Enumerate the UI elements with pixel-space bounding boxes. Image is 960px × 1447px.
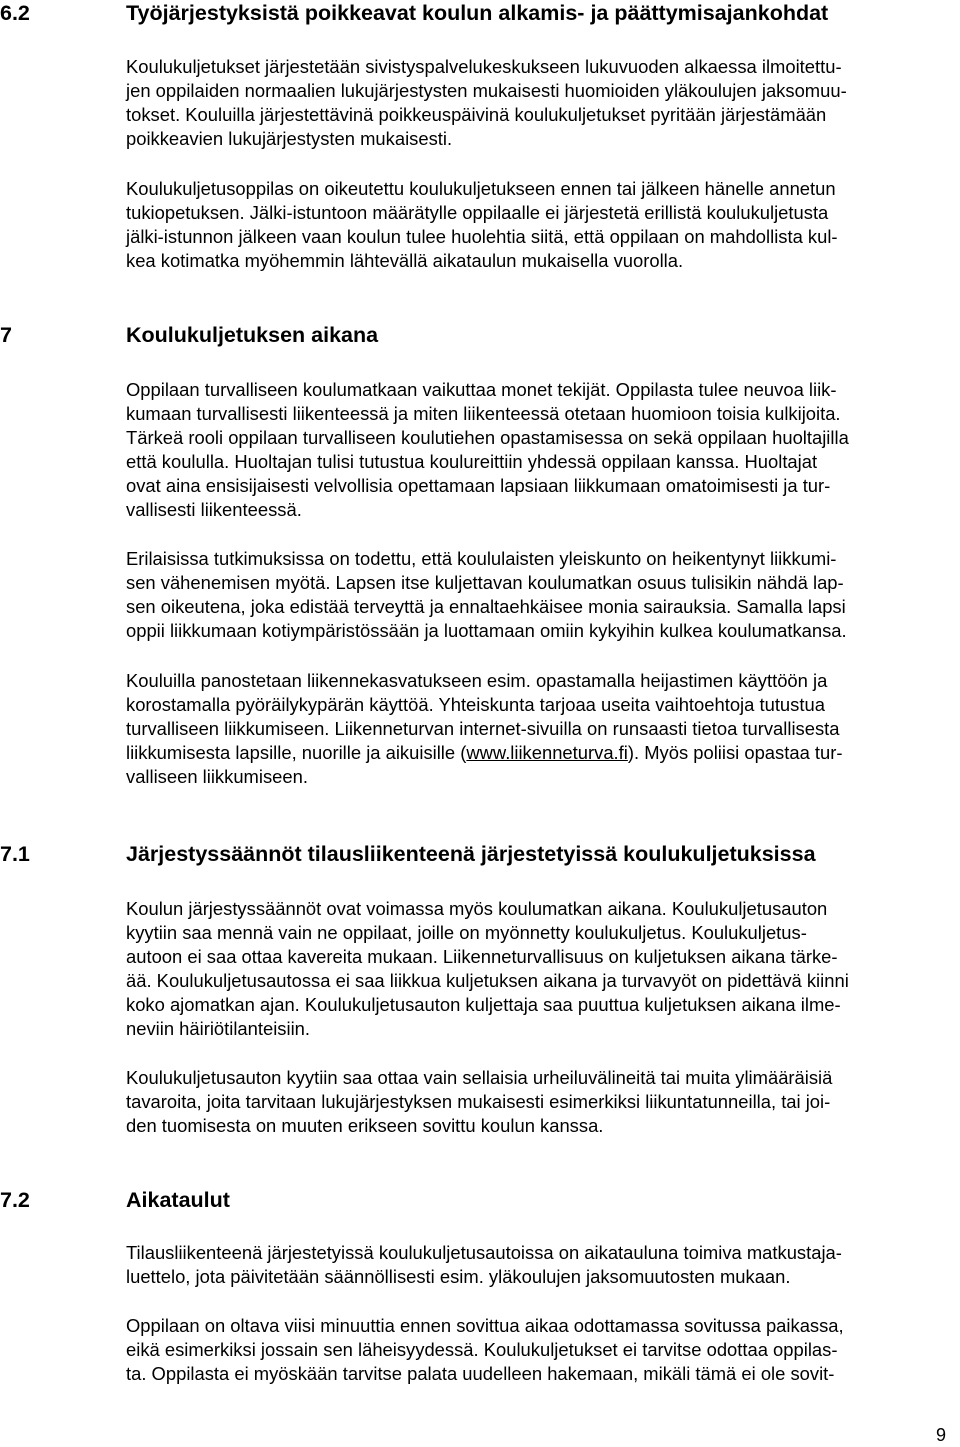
- section-number: 6.2: [0, 1, 30, 25]
- paragraph-research-fitness: Erilaisissa tutkimuksissa on todettu, että koululaisten yleiskunto on heikentynyt liikkumi- sen vähenemisen myötä. Lapsen itse kuljettavan koulumatkan osuus tulisikin nähdä lap- sen oikeutena, joka edistää terveyttä ja ennaltaehkäisee monia sairauksia. Samalla lapsi oppii liikkumaan kotiympäristössään ja luottamaan omiin kykyihin kulkea koulumatkansa.: [126, 548, 847, 641]
- paragraph-rules: Koulun järjestyssäännöt ovat voimassa myös koulumatkan aikana. Koulukuljetusauton kyytiin saa mennä vain ne oppilaat, joille on myönnetty koulukuljetus. Koulukuljetus- autoon ei saa ottaa kavereita mukaan. Liikenneturvallisuus on kuljetuksen aikana tärke- ää. Koulukuljetusautossa ei saa liikkua kuljetuksen aikana ja turvavyöt on pidettävä kiinni koko ajomatkan ajan. Koulukuljetusauton kuljettaja saa puuttua kuljetuksen aikana ilme- neviin häiriötilanteisiin.: [126, 898, 849, 1039]
- paragraph-traffic-education: [126, 669, 956, 789]
- section-title: Aikataulut: [126, 1188, 230, 1212]
- paragraph-support-teaching: Koulukuljetusoppilas on oikeutettu koulukuljetukseen ennen tai jälkeen hänelle annetun tukiopetuksen. Jälki-istuntoon määrätylle oppilaalle ei järjestetä erillistä koulukuljetusta jälki-istunnon jälkeen vaan koulun tulee huolehtia siitä, että oppilaan on mahdollista kul- kea kotimatka myöhemmin lähtevällä aikataulun mukaisella vuorolla.: [126, 178, 838, 271]
- section-title: Järjestyssäännöt tilausliikenteenä järjestetyissä koulukuljetuksissa: [126, 842, 816, 866]
- section-number: 7: [0, 323, 12, 347]
- section-number: 7.2: [0, 1188, 30, 1212]
- paragraph-text: ). Myös poliisi opastaa tur- valliseen liikkumiseen.: [126, 742, 843, 787]
- paragraph-waiting-rules: Oppilaan on oltava viisi minuuttia ennen sovittua aikaa odottamassa sovitussa paikassa, eikä esimerkiksi jossain sen läheisyydessä. Koulukuljetukset ei tarvitse odottaa oppilas- ta. Oppilasta ei myöskään tarvitse palata uudelleen hakemaan, mikäli tämä ei ole sovit-: [126, 1315, 844, 1384]
- liikenneturva-link[interactable]: www.liikenneturva.fi: [466, 742, 628, 763]
- section-title: Työjärjestyksistä poikkeavat koulun alkamis- ja päättymisajankohdat: [126, 1, 829, 25]
- paragraph-transport-schedule: Koulukuljetukset järjestetään sivistyspalvelukeskukseen lukuvuoden alkaessa ilmoitettu- jen oppilaiden normaalien lukujärjestysten mukaisesti huomioiden yläkoulujen jaksomuu- tokset. Kouluilla järjestettävinä poikkeuspäivinä koulukuljetukset pyritään järjestämään poikkeavien lukujärjestysten mukaisesti.: [126, 56, 847, 149]
- paragraph-text: Kouluilla panostetaan liikennekasvatukseen esim. opastamalla heijastimen käyttöön ja korostamalla pyöräilykypärän käyttöä. Yhteiskunta tarjoaa useita vaihtoehtoja tutustua turvalliseen liikkumiseen. Liikenneturvan internet-sivuilla on runsaasti tietoa turvallisesta liikkumisesta lapsille, nuorille ja aikuisille (: [126, 670, 840, 763]
- page-number: 9: [935, 1425, 946, 1445]
- paragraph-equipment: Koulukuljetusauton kyytiin saa ottaa vain sellaisia urheiluvälineitä tai muita ylimääräisiä tavaroita, joita tarvitaan lukujärjestyksen mukaisesti esimerkiksi liikuntatunneilla, tai joi- den tuomisesta on muuten erikseen sovittu koulun kanssa.: [126, 1067, 833, 1136]
- section-title: Koulukuljetuksen aikana: [126, 323, 379, 347]
- paragraph-safe-school-trip: Oppilaan turvalliseen koulumatkaan vaikuttaa monet tekijät. Oppilasta tulee neuvoa liik- kumaan turvallisesti liikenteessä ja miten liikenteessä otetaan huomioon toisia kulkijoita. Tärkeä rooli oppilaan turvalliseen koulutiehen opastamisessa on sekä oppilaan huoltajilla että koululla. Huoltajan tulisi tutustua koulureittiin yhdessä oppilaan kanssa. Huoltajat ovat aina ensisijaisesti velvollisia opettamaan lapsiaan liikkumaan omatoimisesti ja tur- vallisesti liikenteessä.: [126, 379, 849, 520]
- section-number: 7.1: [0, 842, 30, 866]
- paragraph-passenger-list: Tilausliikenteenä järjestetyissä koulukuljetusautoissa on aikatauluna toimiva matkustaja- luettelo, jota päivitetään säännöllisesti esim. yläkoulujen jaksomuutosten mukaan.: [126, 1242, 842, 1287]
